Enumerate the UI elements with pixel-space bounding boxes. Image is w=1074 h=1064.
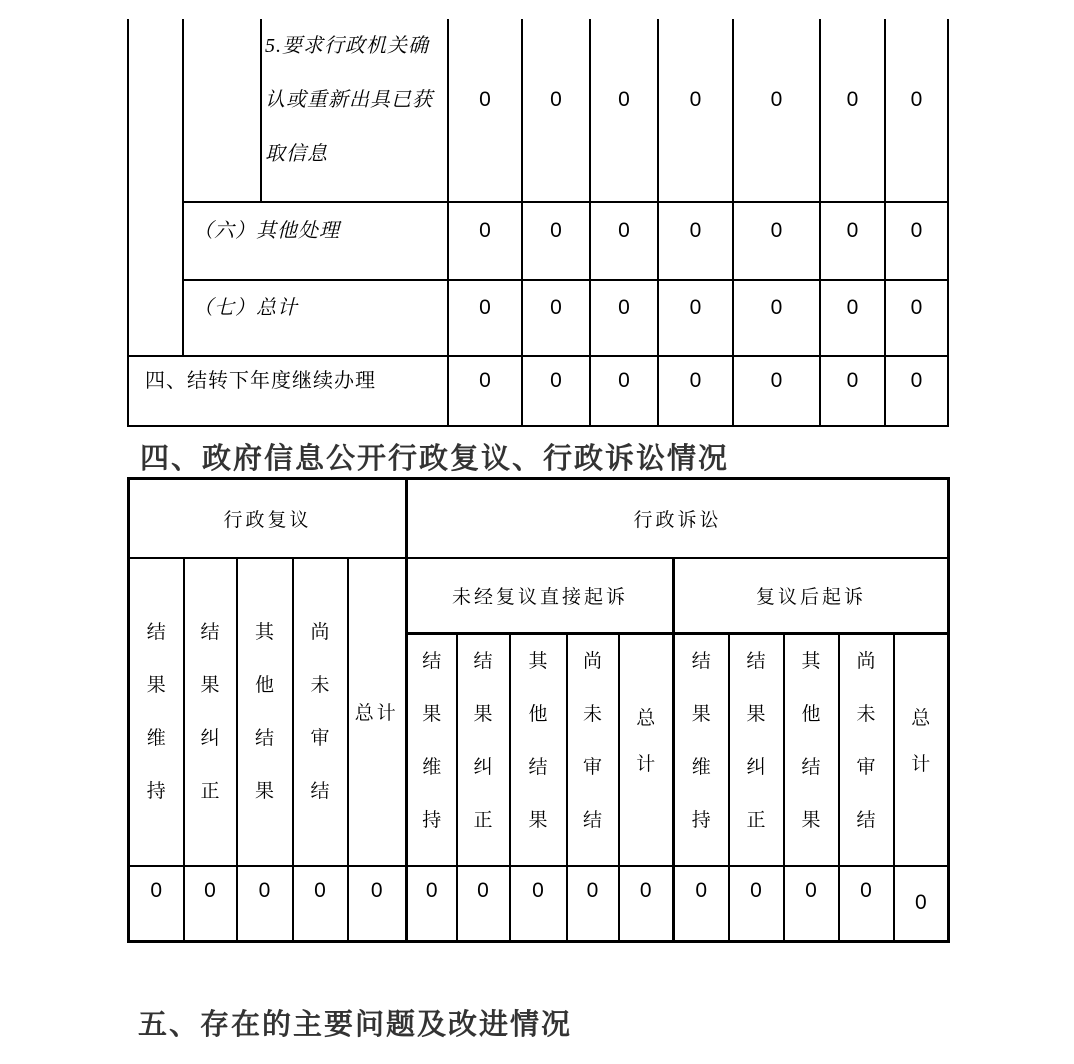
table-row xyxy=(128,280,948,356)
value-cell: 0 xyxy=(820,280,885,356)
value-cell: 0 xyxy=(184,866,237,941)
value-cell: 0 xyxy=(733,356,820,426)
value-cell: 0 xyxy=(885,19,948,202)
column-header: 结果维持 xyxy=(407,634,457,867)
row-label: （六）其他处理 xyxy=(183,202,448,280)
value-cell: 0 xyxy=(733,202,820,280)
value-cell: 0 xyxy=(885,356,948,426)
value-cell: 0 xyxy=(885,280,948,356)
section5-heading: 五、存在的主要问题及改进情况 xyxy=(138,1009,573,1041)
column-header: 其他结果 xyxy=(237,558,293,867)
value-cell: 0 xyxy=(820,19,885,202)
table-row xyxy=(128,19,948,202)
value-cell: 0 xyxy=(658,356,733,426)
application-results-table xyxy=(127,19,949,427)
column-header: 其他结果 xyxy=(510,634,567,867)
value-cell: 0 xyxy=(129,866,184,941)
column-header: 其他结果 xyxy=(784,634,839,867)
value-cell: 0 xyxy=(820,202,885,280)
row-label: 5.要求行政机关确认或重新出具已获取信息 xyxy=(261,19,448,202)
value-cell: 0 xyxy=(448,19,522,202)
direct-lawsuit-subheader: 未经复议直接起诉 xyxy=(407,558,674,634)
column-header: 尚未审结 xyxy=(293,558,348,867)
column-header: 结果维持 xyxy=(674,634,729,867)
value-cell: 0 xyxy=(784,866,839,941)
value-cell: 0 xyxy=(674,866,729,941)
lawsuit-group-header: 行政诉讼 xyxy=(407,479,949,558)
value-cell: 0 xyxy=(619,866,674,941)
value-cell: 0 xyxy=(733,19,820,202)
value-cell: 0 xyxy=(448,202,522,280)
value-cell: 0 xyxy=(522,356,590,426)
value-cell: 0 xyxy=(522,19,590,202)
subgroup-header-row xyxy=(129,558,949,634)
value-cell: 0 xyxy=(293,866,348,941)
value-cell: 0 xyxy=(885,202,948,280)
value-cell: 0 xyxy=(658,19,733,202)
table-row xyxy=(128,356,948,426)
column-header: 结果维持 xyxy=(129,558,184,867)
value-cell: 0 xyxy=(733,280,820,356)
value-cell: 0 xyxy=(237,866,293,941)
value-cell: 0 xyxy=(448,280,522,356)
value-cell: 0 xyxy=(590,19,658,202)
value-cell: 0 xyxy=(567,866,619,941)
column-header: 结果纠正 xyxy=(729,634,784,867)
value-cell: 0 xyxy=(407,866,457,941)
values-row xyxy=(129,866,949,941)
column-header: 尚未审结 xyxy=(839,634,894,867)
row-label: （七）总计 xyxy=(183,280,448,356)
value-cell: 0 xyxy=(729,866,784,941)
column-header: 结果纠正 xyxy=(184,558,237,867)
column-header: 尚未审结 xyxy=(567,634,619,867)
value-cell: 0 xyxy=(457,866,510,941)
value-cell: 0 xyxy=(894,866,949,941)
section4-heading: 四、政府信息公开行政复议、行政诉讼情况 xyxy=(140,443,730,475)
table-row xyxy=(128,202,948,280)
column-header-total: 总计 xyxy=(619,634,674,867)
column-header: 结果纠正 xyxy=(457,634,510,867)
column-header-total: 总计 xyxy=(348,558,407,867)
value-cell: 0 xyxy=(820,356,885,426)
value-cell: 0 xyxy=(522,202,590,280)
review-group-header: 行政复议 xyxy=(129,479,407,558)
spanner-cell-empty xyxy=(128,19,183,356)
row-label: 四、结转下年度继续办理 xyxy=(128,356,448,426)
value-cell: 0 xyxy=(590,356,658,426)
value-cell: 0 xyxy=(510,866,567,941)
spanner-cell-empty xyxy=(183,19,261,202)
value-cell: 0 xyxy=(590,280,658,356)
value-cell: 0 xyxy=(590,202,658,280)
value-cell: 0 xyxy=(522,280,590,356)
post-review-lawsuit-subheader: 复议后起诉 xyxy=(674,558,949,634)
value-cell: 0 xyxy=(658,280,733,356)
reconsideration-litigation-table xyxy=(127,477,950,943)
column-header-total: 总计 xyxy=(894,634,949,867)
value-cell: 0 xyxy=(448,356,522,426)
value-cell: 0 xyxy=(658,202,733,280)
value-cell: 0 xyxy=(839,866,894,941)
group-header-row xyxy=(129,479,949,558)
value-cell: 0 xyxy=(348,866,407,941)
